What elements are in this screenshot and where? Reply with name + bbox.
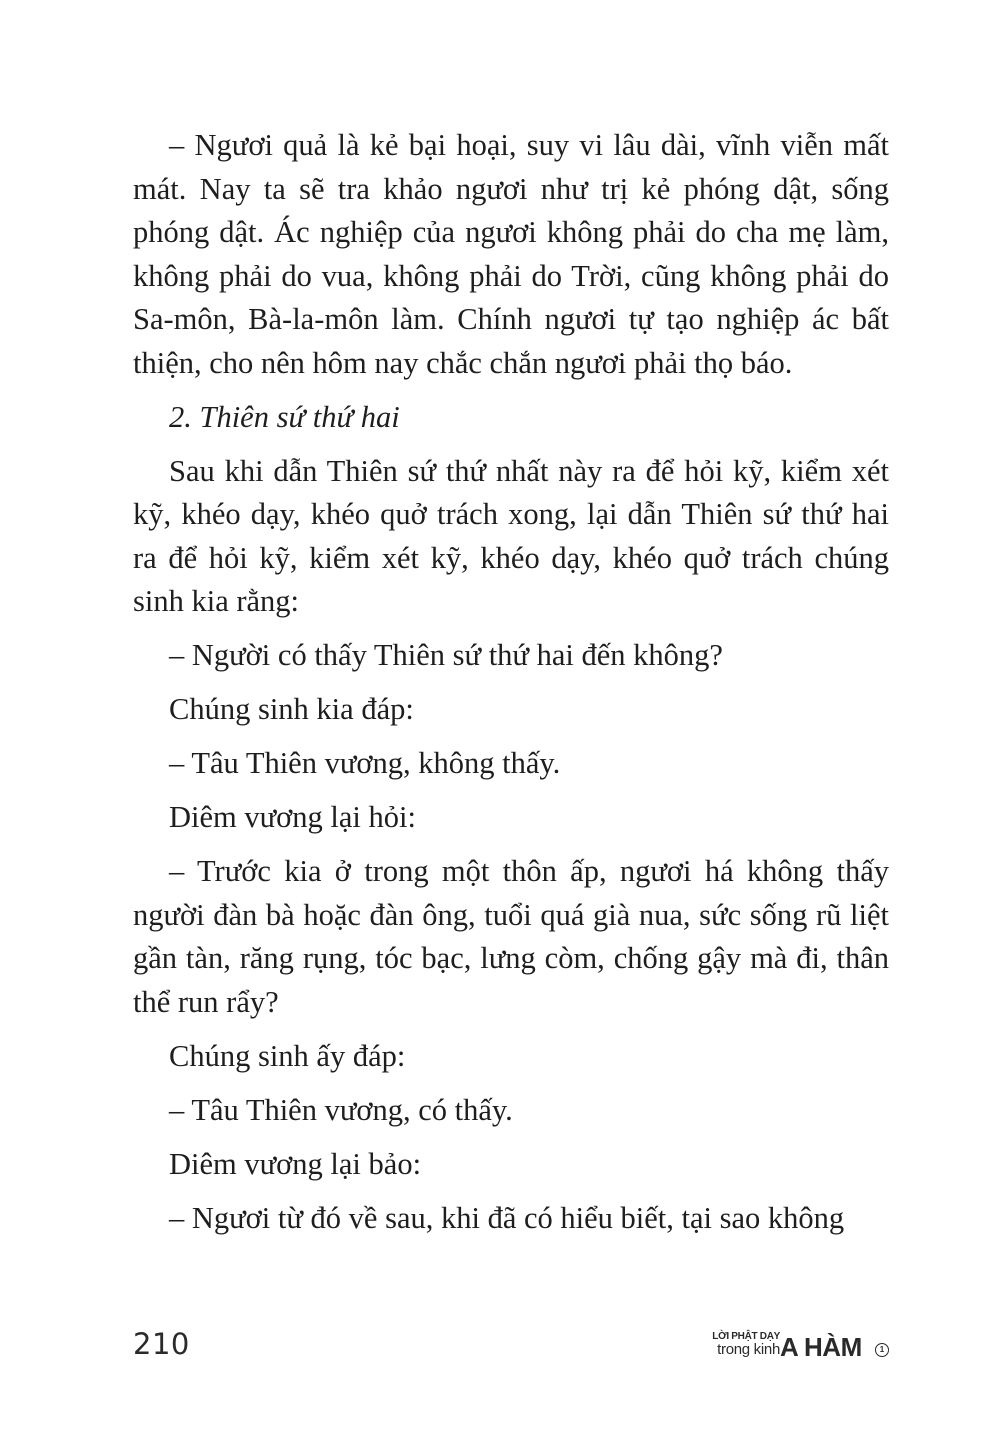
paragraph-narration: Sau khi dẫn Thiên sứ thứ nhất này ra để hỏi kỹ, kiểm xét kỹ, khéo dạy, khéo quở trách xong, lại dẫn Thiên sứ thứ hai ra để hỏi kỹ, kiểm xét kỹ, khéo dạy, khéo quở trách chúng sinh kia rằng:: [133, 453, 889, 618]
paragraph-rebuke: – Ngươi quả là kẻ bại hoại, suy vi lâu dài, vĩnh viễn mất mát. Nay ta sẽ tra khảo ngươi như trị kẻ phóng dật, sống phóng dật. Ác nghiệp của ngươi không phải do cha mẹ làm, không phải do vua, không phải do Trời, cũng không phải do Sa-môn, Bà-la-môn làm. Chính ngươi tự tạo nghiệp ác bất thiện, cho nên hôm nay chắc chắn ngươi phải thọ báo.: [133, 128, 889, 380]
book-volume-badge: 1: [875, 1343, 889, 1357]
book-logo-series: LỜI PHẬT DẠY: [712, 1331, 780, 1342]
page-number: 210: [133, 1327, 190, 1361]
book-logo-subtitle: trong kinh: [717, 1341, 780, 1358]
book-logo-title: A HÀM: [780, 1332, 862, 1362]
paragraph-answer: – Tâu Thiên vương, không thấy.: [169, 746, 561, 780]
paragraph-question: – Người có thấy Thiên sứ thứ hai đến không?: [169, 638, 723, 672]
paragraph-speaker: Chúng sinh kia đáp:: [169, 692, 414, 726]
paragraph-speaker: Diêm vương lại bảo:: [169, 1146, 422, 1181]
paragraph-speaker: Chúng sinh ấy đáp:: [169, 1038, 406, 1073]
section-heading: 2. Thiên sứ thứ hai: [169, 399, 400, 434]
paragraph-question: – Trước kia ở trong một thôn ấp, ngươi há không thấy người đàn bà hoặc đàn ông, tuổi quá già nua, sức sống rũ liệt gần tàn, răng rụng, tóc bạc, lưng còm, chống gậy mà đi, thân thể run rẩy?: [133, 854, 889, 1019]
paragraph-answer: – Tâu Thiên vương, có thấy.: [169, 1092, 513, 1127]
paragraph-question: – Ngươi từ đó về sau, khi đã có hiểu biết, tại sao không: [169, 1200, 845, 1235]
book-logo: [700, 1331, 890, 1365]
page-body: [133, 124, 889, 1240]
paragraph-speaker: Diêm vương lại hỏi:: [169, 800, 416, 834]
